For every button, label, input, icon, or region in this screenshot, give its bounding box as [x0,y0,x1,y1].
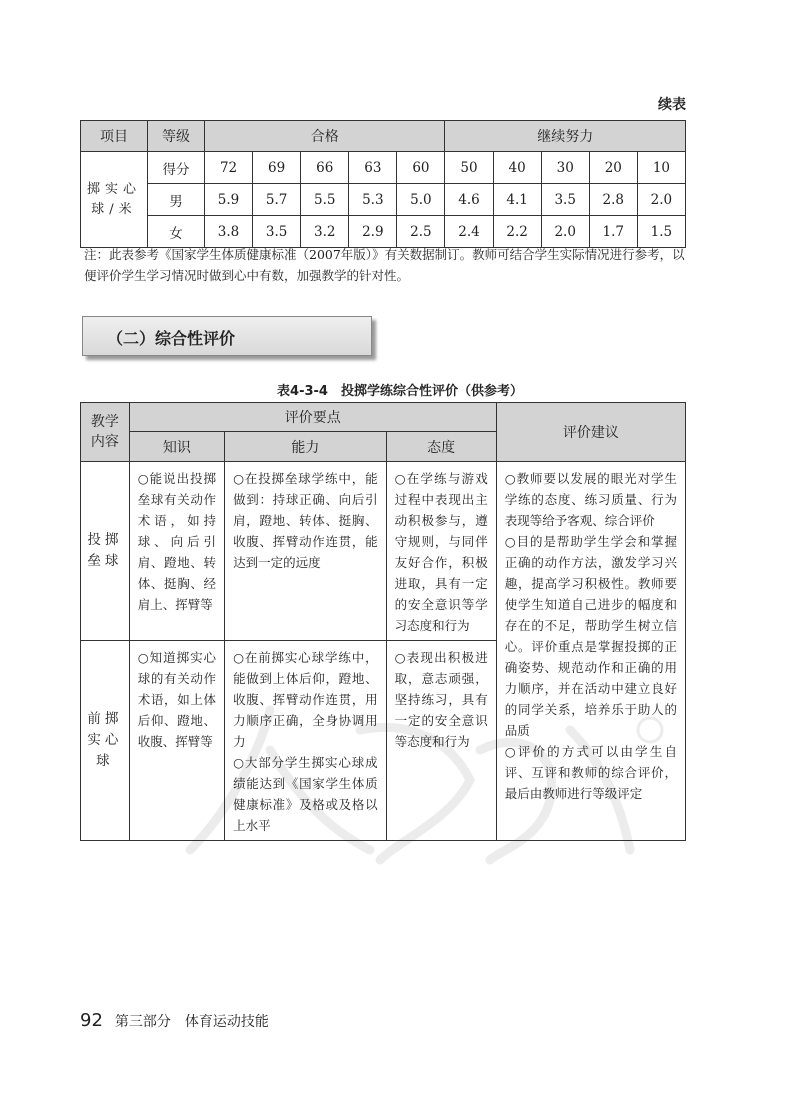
female-distance-cell: 3.5 [253,216,301,248]
female-distance-cell: 1.5 [637,216,685,248]
advice-cell: ○教师要以发展的眼光对学生学练的态度、练习质量、行为表现等给予客观、综合评价 ○目的是帮助学生学会和掌握正确的动作方法，激发学习兴趣，提高学习积极性。教师要使学生知道自己进步的幅度和存在的不足，帮助学生树立信心。评价重点是掌握投掷的正确姿势、规范动作和正确的用力顺序，并在活动中建立良好的同学关系，培养乐于助人的品质 ○评价的方式可以由学生自评、互评和教师的综合评价，最后由教师进行等级评定 [496,462,685,841]
header-ability: 能力 [225,432,387,462]
male-distance-cell: 5.7 [253,184,301,216]
male-distance-cell: 4.6 [445,184,493,216]
score-cell: 63 [349,152,397,184]
page-footer [80,1010,269,1031]
section-heading-box [82,316,372,356]
row-label: 男 [148,184,205,216]
table-row [81,462,686,641]
knowledge-cell: ○知道掷实心球的有关动作术语，如上体后仰、蹬地、收腹、挥臂等 [129,641,224,841]
score-cell: 50 [445,152,493,184]
female-distance-cell: 2.4 [445,216,493,248]
male-distance-cell: 2.0 [637,184,685,216]
female-distance-cell: 2.0 [541,216,589,248]
header-evaluation-points: 评价要点 [129,403,496,432]
ability-cell: ○在投掷垒球学练中，能做到：持球正确、向后引肩，蹬地、转体、挺胸、收腹、挥臂动作连贯，能达到一定的远度 [225,462,387,641]
male-distance-cell: 4.1 [493,184,541,216]
comprehensive-evaluation-table [80,402,686,841]
female-distance-cell: 3.2 [301,216,349,248]
female-distance-cell: 2.2 [493,216,541,248]
table-caption: 表4-3-4 投掷学练综合性评价（供参考） [277,384,523,399]
eval-header-row [81,403,686,432]
female-distance-cell: 2.9 [349,216,397,248]
score-cell: 66 [301,152,349,184]
male-distance-cell: 5.3 [349,184,397,216]
header-attitude: 态度 [386,432,496,462]
table-row [81,152,686,184]
header-teaching-content: 教学 内容 [81,403,130,462]
section-title: （二）综合性评价 [107,329,236,348]
table-row [81,184,686,216]
score-cell: 30 [541,152,589,184]
header-item: 项目 [81,121,148,152]
item-name-cell: 掷实心球/米 [81,152,148,248]
footer-chapter-title: 第三部分 体育运动技能 [114,1014,269,1030]
knowledge-cell: ○能说出投掷垒球有关动作术语，如持球、向后引肩、蹬地、转体、挺胸、经肩上、挥臂等 [129,462,224,641]
score-cell: 20 [589,152,637,184]
male-distance-cell: 5.0 [397,184,445,216]
continued-table-label: 续表 [658,97,686,113]
male-distance-cell: 2.8 [589,184,637,216]
attitude-cell: ○表现出积极进取，意志顽强，坚持练习，具有一定的安全意识等态度和行为 [386,641,496,841]
shot-put-score-table [80,120,686,248]
attitude-cell: ○在学练与游戏过程中表现出主动积极参与，遵守规则，与同伴友好合作，积极进取，具有一定的安全意识等学习态度和行为 [386,462,496,641]
header-pass: 合格 [205,121,445,152]
male-distance-cell: 5.5 [301,184,349,216]
score-table-header-row [81,121,686,152]
header-knowledge: 知识 [129,432,224,462]
male-distance-cell: 5.9 [205,184,253,216]
score-cell: 60 [397,152,445,184]
female-distance-cell: 3.8 [205,216,253,248]
female-distance-cell: 1.7 [589,216,637,248]
page-number: 92 [80,1010,103,1031]
row-label: 得分 [148,152,205,184]
content-name-softball: 投掷 垒球 [81,462,130,641]
male-distance-cell: 3.5 [541,184,589,216]
female-distance-cell: 2.5 [397,216,445,248]
header-evaluation-advice: 评价建议 [496,403,685,462]
header-level: 等级 [148,121,205,152]
table-note: 注：此表参考《国家学生体质健康标准（2007年版）》有关数据制订。教师可结合学生实际情况进行参考，以便评价学生学习情况时做到心中有数，加强教学的针对性。 [84,247,685,283]
score-cell: 72 [205,152,253,184]
score-cell: 40 [493,152,541,184]
score-cell: 10 [637,152,685,184]
score-cell: 69 [253,152,301,184]
ability-cell: ○在前掷实心球学练中，能做到上体后仰，蹬地、收腹、挥臂动作连贯，用力顺序正确，全身协调用力 ○大部分学生掷实心球成绩能达到《国家学生体质健康标准》及格或及格以上水平 [225,641,387,841]
header-keep-trying: 继续努力 [445,121,686,152]
content-name-medicine-ball: 前掷 实心 球 [81,641,130,841]
table-row [81,216,686,248]
row-label: 女 [148,216,205,248]
